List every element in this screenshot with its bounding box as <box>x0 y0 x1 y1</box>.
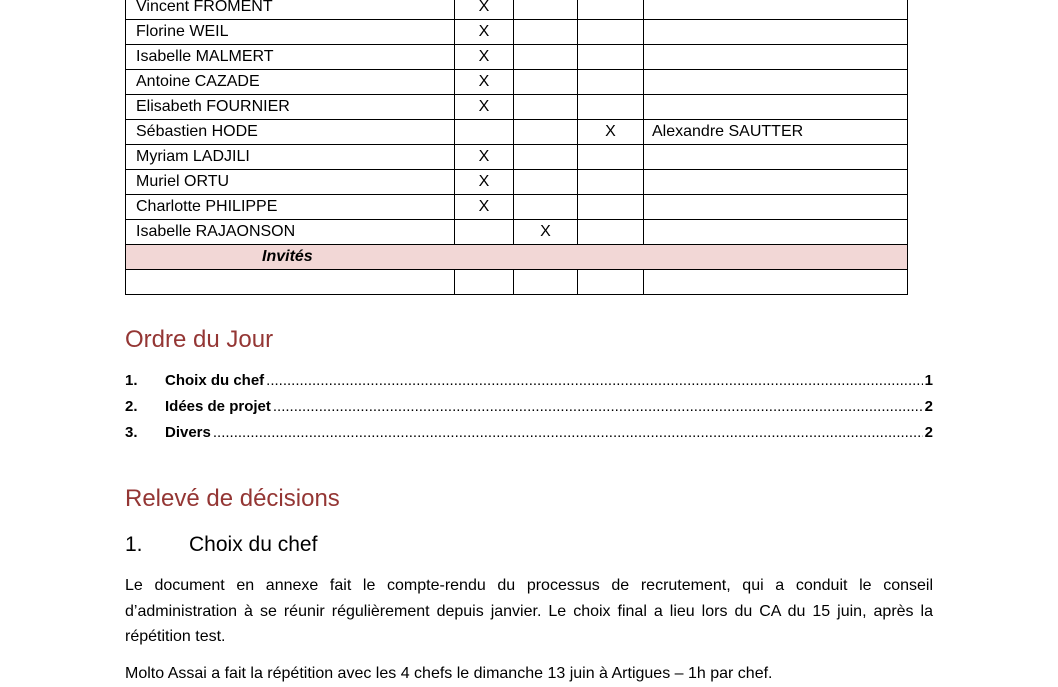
member-name-cell: Elisabeth FOURNIER <box>126 95 455 120</box>
member-name-cell: Isabelle MALMERT <box>126 45 455 70</box>
excused-mark-cell: X <box>514 220 578 245</box>
empty-cell <box>514 270 578 295</box>
empty-guest-row <box>126 270 908 295</box>
toc-entry[interactable] <box>125 424 933 450</box>
excused-mark-cell <box>514 70 578 95</box>
attendance-table-body <box>126 0 908 295</box>
proxy-name-cell <box>644 95 908 120</box>
absent-mark-cell <box>578 145 644 170</box>
excused-mark-cell <box>514 95 578 120</box>
member-name-cell: Myriam LADJILI <box>126 145 455 170</box>
toc-entry-label: Divers <box>165 424 211 441</box>
proxy-name-cell <box>644 45 908 70</box>
excused-mark-cell <box>514 120 578 145</box>
absent-mark-cell <box>578 20 644 45</box>
proxy-name-cell <box>644 170 908 195</box>
proxy-name-cell <box>644 70 908 95</box>
toc-entry[interactable] <box>125 372 933 398</box>
proxy-name-cell <box>644 20 908 45</box>
toc-entry-page: 2 <box>924 398 933 415</box>
absent-mark-cell <box>578 95 644 120</box>
excused-mark-cell <box>514 195 578 220</box>
attendance-row <box>126 95 908 120</box>
absent-mark-cell <box>578 170 644 195</box>
toc-entry-page: 1 <box>924 372 933 389</box>
absent-mark-cell <box>578 0 644 20</box>
section-title: Choix du chef <box>189 533 318 556</box>
absent-mark-cell <box>578 195 644 220</box>
excused-mark-cell <box>514 145 578 170</box>
member-name-cell: Sébastien HODE <box>126 120 455 145</box>
toc-entry[interactable] <box>125 398 933 424</box>
member-name-cell: Charlotte PHILIPPE <box>126 195 455 220</box>
present-mark-cell: X <box>455 20 514 45</box>
excused-mark-cell <box>514 170 578 195</box>
section-number: 1. <box>125 533 143 556</box>
empty-cell <box>455 270 514 295</box>
toc-leader-dots <box>273 398 923 415</box>
attendance-row <box>126 170 908 195</box>
toc-entry-number: 2. <box>125 398 138 415</box>
attendance-row <box>126 220 908 245</box>
absent-mark-cell: X <box>578 120 644 145</box>
guests-section-label: Invités <box>126 245 908 270</box>
toc-entry-label: Idées de projet <box>165 398 271 415</box>
attendance-row <box>126 195 908 220</box>
present-mark-cell: X <box>455 195 514 220</box>
member-name-cell: Florine WEIL <box>126 20 455 45</box>
absent-mark-cell <box>578 45 644 70</box>
present-mark-cell: X <box>455 70 514 95</box>
proxy-name-cell <box>644 0 908 20</box>
present-mark-cell <box>455 120 514 145</box>
present-mark-cell: X <box>455 45 514 70</box>
excused-mark-cell <box>514 0 578 20</box>
section-heading-choix-du-chef <box>125 533 317 557</box>
attendance-row <box>126 0 908 20</box>
decision-paragraph-2: Molto Assai a fait la répétition avec les 4 chefs le dimanche 13 juin à Artigues – 1h par chef. <box>125 665 773 682</box>
proxy-name-cell: Alexandre SAUTTER <box>644 120 908 145</box>
proxy-name-cell <box>644 220 908 245</box>
attendance-table <box>125 0 908 295</box>
absent-mark-cell <box>578 70 644 95</box>
attendance-row <box>126 145 908 170</box>
member-name-cell: Vincent FROMENT <box>126 0 455 20</box>
present-mark-cell: X <box>455 170 514 195</box>
toc-leader-dots <box>266 372 922 389</box>
member-name-cell: Antoine CAZADE <box>126 70 455 95</box>
toc-entry-number: 3. <box>125 424 138 441</box>
guests-section-row <box>126 245 908 270</box>
member-name-cell: Muriel ORTU <box>126 170 455 195</box>
excused-mark-cell <box>514 45 578 70</box>
present-mark-cell <box>455 220 514 245</box>
toc-entry-page: 2 <box>924 424 933 441</box>
attendance-row <box>126 70 908 95</box>
absent-mark-cell <box>578 220 644 245</box>
proxy-name-cell <box>644 195 908 220</box>
toc-leader-dots <box>213 424 923 441</box>
present-mark-cell: X <box>455 95 514 120</box>
attendance-row <box>126 20 908 45</box>
agenda-title: Ordre du Jour <box>125 326 274 353</box>
attendance-row <box>126 45 908 70</box>
present-mark-cell: X <box>455 0 514 20</box>
decisions-title: Relevé de décisions <box>125 485 340 512</box>
toc-entry-number: 1. <box>125 372 138 389</box>
empty-cell <box>644 270 908 295</box>
member-name-cell: Isabelle RAJAONSON <box>126 220 455 245</box>
toc-entry-label: Choix du chef <box>165 372 265 389</box>
excused-mark-cell <box>514 20 578 45</box>
empty-cell <box>578 270 644 295</box>
agenda-toc <box>125 372 933 450</box>
proxy-name-cell <box>644 145 908 170</box>
empty-cell <box>126 270 455 295</box>
attendance-row <box>126 120 908 145</box>
present-mark-cell: X <box>455 145 514 170</box>
decision-paragraph-1: Le document en annexe fait le compte-rendu du processus de recrutement, qui a conduit le conseil d’administration à se réunir régulièrement depuis janvier. Le choix final a lieu lors du CA du 15 juin, après la répétition test. <box>125 577 933 645</box>
